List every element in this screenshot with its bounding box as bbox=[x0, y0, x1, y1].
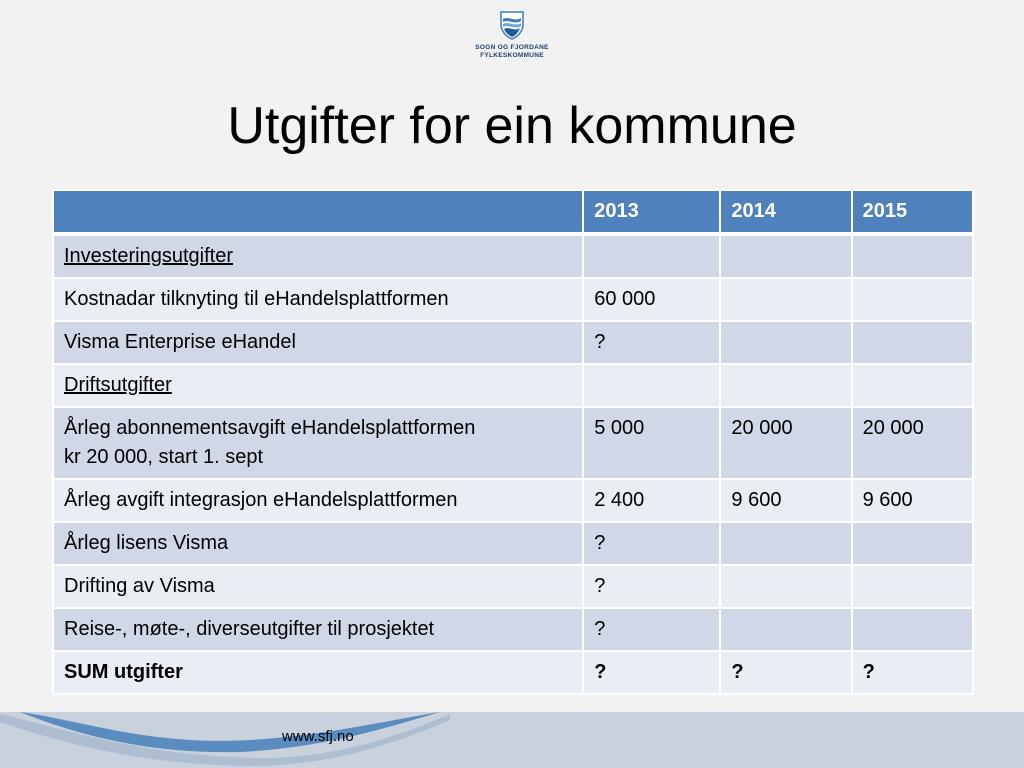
page-title: Utgifter for ein kommune bbox=[227, 97, 797, 155]
table-row bbox=[53, 522, 973, 565]
value-2013: ? bbox=[583, 651, 720, 694]
row-label: SUM utgifter bbox=[53, 651, 583, 694]
table-row bbox=[53, 364, 973, 407]
header-cell-2015: 2015 bbox=[852, 190, 973, 234]
footer-url[interactable]: www.sfj.no bbox=[282, 728, 354, 745]
value-2013 bbox=[583, 234, 720, 278]
shield-logo-icon bbox=[499, 10, 525, 40]
row-label bbox=[53, 407, 583, 479]
table-row bbox=[53, 321, 973, 364]
value-2015 bbox=[852, 278, 973, 321]
value-2014: 20 000 bbox=[720, 407, 851, 479]
value-2014: ? bbox=[720, 651, 851, 694]
value-2015 bbox=[852, 321, 973, 364]
table-row bbox=[53, 565, 973, 608]
value-2015: 20 000 bbox=[852, 407, 973, 479]
section-heading-drift: Driftsutgifter bbox=[64, 374, 172, 396]
cost-table bbox=[52, 189, 974, 695]
value-2015 bbox=[852, 565, 973, 608]
row-label-line2: kr 20 000, start 1. sept bbox=[64, 446, 263, 468]
table-row bbox=[53, 608, 973, 651]
value-2014: 9 600 bbox=[720, 479, 851, 522]
value-2013: ? bbox=[583, 522, 720, 565]
row-label: Reise-, møte-, diverseutgifter til prosjektet bbox=[53, 608, 583, 651]
row-label: Årleg lisens Visma bbox=[53, 522, 583, 565]
row-label-line1: Årleg abonnementsavgift eHandelsplattformen bbox=[64, 417, 476, 439]
value-2014 bbox=[720, 321, 851, 364]
value-2015: 9 600 bbox=[852, 479, 973, 522]
table-row bbox=[53, 234, 973, 278]
value-2013: 5 000 bbox=[583, 407, 720, 479]
row-label: Visma Enterprise eHandel bbox=[53, 321, 583, 364]
table-header-row bbox=[53, 190, 973, 234]
value-2014 bbox=[720, 234, 851, 278]
table-row-total bbox=[53, 651, 973, 694]
value-2014 bbox=[720, 608, 851, 651]
value-2014 bbox=[720, 522, 851, 565]
table-row bbox=[53, 278, 973, 321]
row-label: Kostnadar tilknyting til eHandelsplattformen bbox=[53, 278, 583, 321]
row-label: Årleg avgift integrasjon eHandelsplattformen bbox=[53, 479, 583, 522]
value-2015: ? bbox=[852, 651, 973, 694]
row-label: Drifting av Visma bbox=[53, 565, 583, 608]
value-2015 bbox=[852, 522, 973, 565]
row-label bbox=[53, 364, 583, 407]
header-cell-2014: 2014 bbox=[720, 190, 851, 234]
header-cell-2013: 2013 bbox=[583, 190, 720, 234]
value-2014 bbox=[720, 364, 851, 407]
value-2013: 60 000 bbox=[583, 278, 720, 321]
value-2013: 2 400 bbox=[583, 479, 720, 522]
footer-wave-decoration bbox=[0, 700, 1024, 768]
table-row bbox=[53, 479, 973, 522]
value-2013: ? bbox=[583, 321, 720, 364]
value-2014 bbox=[720, 278, 851, 321]
logo bbox=[462, 10, 562, 72]
value-2013: ? bbox=[583, 565, 720, 608]
value-2014 bbox=[720, 565, 851, 608]
value-2013 bbox=[583, 364, 720, 407]
value-2015 bbox=[852, 608, 973, 651]
logo-text-line2: FYLKESKOMMUNE bbox=[480, 52, 544, 59]
table-row bbox=[53, 407, 973, 479]
value-2015 bbox=[852, 364, 973, 407]
value-2015 bbox=[852, 234, 973, 278]
logo-text-line1: SOGN OG FJORDANE bbox=[475, 44, 549, 51]
value-2013: ? bbox=[583, 608, 720, 651]
header-cell-description bbox=[53, 190, 583, 234]
row-label bbox=[53, 234, 583, 278]
section-heading-investering: Investeringsutgifter bbox=[64, 245, 233, 267]
